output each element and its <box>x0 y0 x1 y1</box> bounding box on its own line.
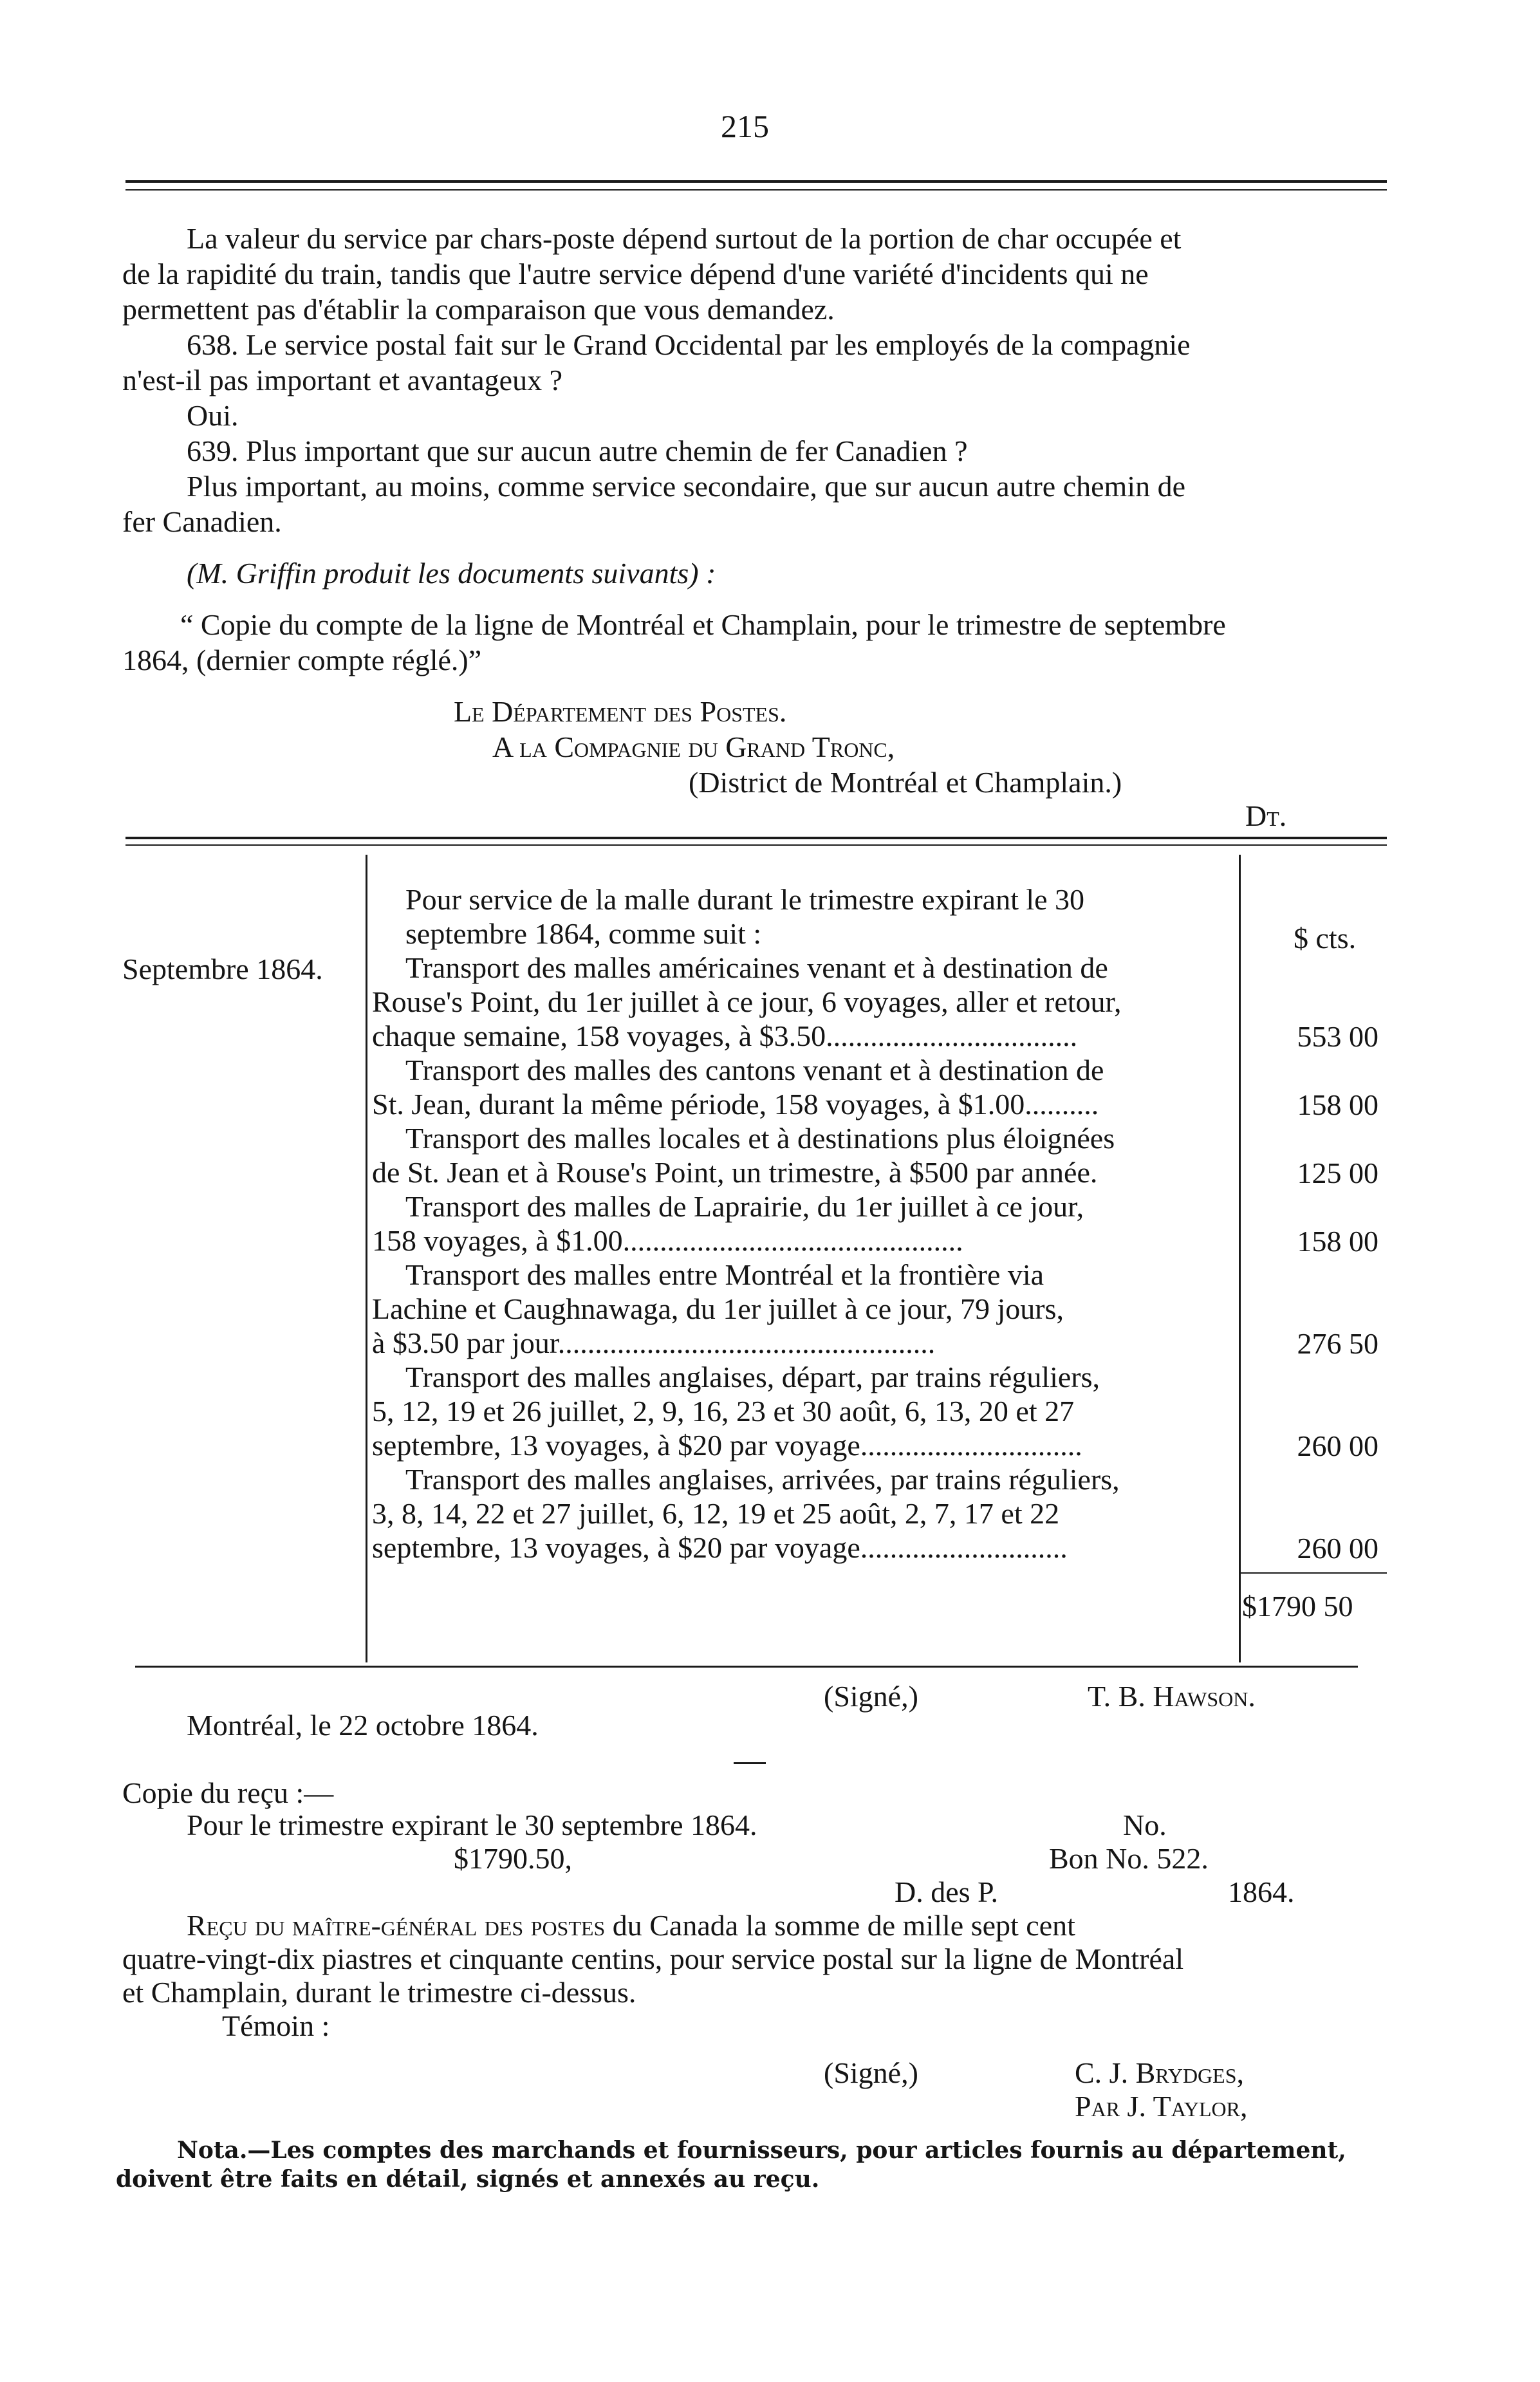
signe-label: (Signé,) <box>824 1680 918 1713</box>
header-dt: Dt. <box>1245 799 1287 832</box>
amount-cell: 553 00 <box>1297 1020 1378 1053</box>
desc-line: Transport des malles de Laprairie, du 1er juillet à ce jour, <box>405 1190 1084 1223</box>
desc-line: Pour service de la malle durant le trimestre expirant le 30 <box>405 883 1085 916</box>
amount-cell: 260 00 <box>1297 1532 1378 1565</box>
answer-638: Oui. <box>187 399 239 432</box>
desc-line: Transport des malles anglaises, arrivées, par trains réguliers, <box>405 1463 1120 1496</box>
desc-line: Transport des malles entre Montréal et la frontière via <box>405 1258 1044 1291</box>
table-col-divider-right <box>1239 855 1241 1662</box>
desc-line: St. Jean, durant la même période, 158 voyages, à $1.00.......... <box>372 1088 1099 1121</box>
desc-line: à $3.50 par jour................................................... <box>372 1326 936 1359</box>
amount-cell: 276 50 <box>1297 1327 1378 1360</box>
receipt-year: 1864. <box>1228 1875 1295 1908</box>
signer-brydges: C. J. Brydges, <box>1075 2056 1245 2089</box>
question-638-cont: n'est-il pas important et avantageux ? <box>122 364 563 396</box>
receipt-dp: D. des P. <box>895 1875 999 1908</box>
nota-line-2: doivent être faits en détail, signés et annexés au reçu. <box>116 2166 820 2193</box>
header-company: A la Compagnie du Grand Tronc, <box>492 730 895 763</box>
receipt-amount: $1790.50, <box>454 1842 572 1875</box>
desc-line: Lachine et Caughnawaga, du 1er juillet à ce jour, 79 jours, <box>372 1292 1064 1325</box>
header-district: (District de Montréal et Champlain.) <box>689 766 1122 799</box>
account-date: Septembre 1864. <box>122 953 323 985</box>
desc-line: 3, 8, 14, 22 et 27 juillet, 6, 12, 19 et 25 août, 2, 7, 17 et 22 <box>372 1497 1060 1530</box>
amount-cell: 158 00 <box>1297 1225 1378 1258</box>
intro-line-3: permettent pas d'établir la comparaison que vous demandez. <box>122 293 835 326</box>
signer-hawson: T. B. Hawson. <box>1088 1680 1256 1713</box>
currency-header: $ cts. <box>1294 922 1357 954</box>
desc-line: septembre, 13 voyages, à $20 par voyage............................ <box>372 1531 1068 1564</box>
table-bottom-rule <box>135 1666 1358 1668</box>
desc-line: Rouse's Point, du 1er juillet à ce jour, 6 voyages, aller et retour, <box>372 985 1122 1018</box>
nota-line-1: Nota.—Les comptes des marchands et fournisseurs, pour articles fournis au département, <box>177 2137 1346 2164</box>
desc-line: Transport des malles anglaises, départ, par trains réguliers, <box>405 1361 1100 1393</box>
desc-line: Transport des malles des cantons venant et à destination de <box>405 1054 1104 1086</box>
griffin-note: (M. Griffin produit les documents suivants) : <box>187 557 716 590</box>
signer-taylor: Par J. Taylor, <box>1075 2090 1248 2123</box>
amount-cell: 125 00 <box>1297 1157 1378 1189</box>
receipt-text-line-2: quatre-vingt-dix piastres et cinquante centins, pour service postal sur la ligne de Montréal <box>122 1942 1184 1975</box>
amount-cell: 260 00 <box>1297 1429 1378 1462</box>
top-rule <box>125 180 1387 183</box>
receipt-caps: Reçu du maître-général des postes <box>187 1909 606 1942</box>
desc-line: chaque semaine, 158 voyages, à $3.50.................................. <box>372 1019 1078 1052</box>
question-639: 639. Plus important que sur aucun autre chemin de fer Canadien ? <box>187 434 968 467</box>
receipt-no: No. <box>1123 1809 1167 1841</box>
intro-line-1: La valeur du service par chars-poste dépend surtout de la portion de char occupée et <box>187 222 1182 255</box>
receipt-text-line-3: et Champlain, durant le trimestre ci-dessus. <box>122 1976 636 2009</box>
total-amount: $1790 50 <box>1242 1590 1353 1623</box>
short-dash <box>734 1762 766 1764</box>
table-col-divider-left <box>366 855 367 1662</box>
table-top-rule <box>125 837 1387 839</box>
header-department: Le Département des Postes. <box>454 695 787 728</box>
place-date: Montréal, le 22 octobre 1864. <box>187 1709 539 1742</box>
receipt-signe: (Signé,) <box>824 2056 918 2089</box>
table-top-rule-thin <box>125 844 1387 846</box>
copy-title-line-2: 1864, (dernier compte réglé.)” <box>122 644 482 676</box>
page-number: 215 <box>721 108 769 144</box>
answer-639-cont: fer Canadien. <box>122 505 282 538</box>
receipt-copie: Copie du reçu :— <box>122 1776 334 1809</box>
desc-line: 5, 12, 19 et 26 juillet, 2, 9, 16, 23 et 30 août, 6, 13, 20 et 27 <box>372 1395 1075 1428</box>
desc-line: 158 voyages, à $1.00.............................................. <box>372 1224 963 1257</box>
amount-cell: 158 00 <box>1297 1088 1378 1121</box>
receipt-trimestre: Pour le trimestre expirant le 30 septembre 1864. <box>187 1809 757 1841</box>
question-638: 638. Le service postal fait sur le Grand Occidental par les employés de la compagnie <box>187 328 1191 361</box>
desc-line: septembre, 13 voyages, à $20 par voyage.............................. <box>372 1429 1082 1462</box>
answer-639: Plus important, au moins, comme service secondaire, que sur aucun autre chemin de <box>187 470 1186 503</box>
desc-line: Transport des malles locales et à destinations plus éloignées <box>405 1122 1115 1155</box>
receipt-text-line-1 <box>187 1909 1075 1943</box>
desc-line: de St. Jean et à Rouse's Point, un trimestre, à $500 par année. <box>372 1156 1098 1189</box>
desc-line: Transport des malles américaines venant et à destination de <box>405 951 1108 984</box>
copy-title-line-1: “ Copie du compte de la ligne de Montréal et Champlain, pour le trimestre de septembre <box>180 608 1226 641</box>
intro-line-2: de la rapidité du train, tandis que l'autre service dépend d'une variété d'incidents qui ne <box>122 257 1149 290</box>
top-rule-thin <box>125 189 1387 191</box>
total-rule-top <box>1239 1572 1387 1574</box>
receipt-temoin: Témoin : <box>222 2009 330 2042</box>
desc-line: septembre 1864, comme suit : <box>405 917 762 950</box>
receipt-rest: du Canada la somme de mille sept cent <box>605 1909 1075 1942</box>
receipt-bon: Bon No. 522. <box>1049 1842 1209 1875</box>
